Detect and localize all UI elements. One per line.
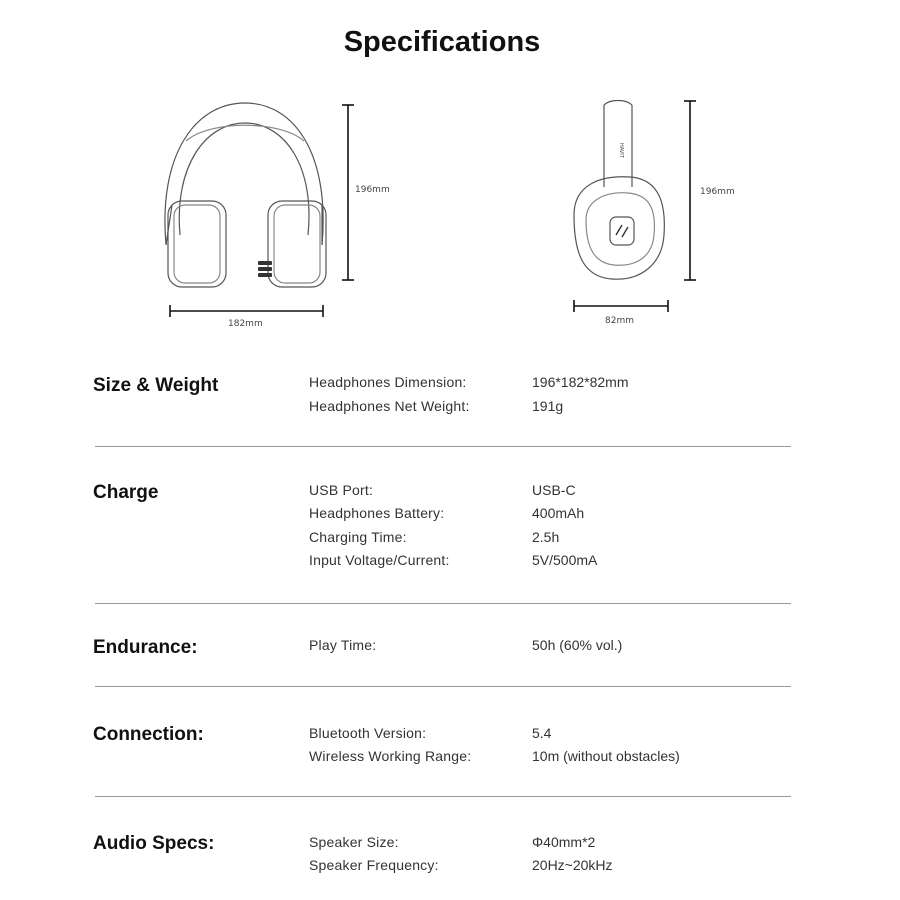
spec-label: Speaker Frequency: [309,857,439,873]
spec-label: Headphones Battery: [309,505,445,521]
section-title: Size & Weight [93,375,219,396]
spec-label: Headphones Net Weight: [309,398,470,414]
section-title: Connection: [93,724,204,745]
brand-mark: HAVIT [618,143,624,158]
spec-row [0,552,900,574]
spec-row [0,529,900,551]
spec-value: USB-C [532,482,576,498]
divider [95,686,791,687]
section-title: Charge [93,482,159,503]
spec-row [0,725,900,747]
spec-value: 5.4 [532,725,552,741]
logo-icon [616,225,628,237]
spec-row [0,834,900,856]
spec-value: 2.5h [532,529,560,545]
page-title: Specifications [343,26,541,58]
spec-value: 400mAh [532,505,585,521]
front-height-label: 196mm [355,185,390,195]
spec-label: Headphones Dimension: [309,374,467,390]
spec-value: 50h (60% vol.) [532,637,623,653]
spec-row [0,637,900,659]
section-title: Endurance: [93,637,198,658]
spec-label: Input Voltage/Current: [309,552,450,568]
spec-row [0,398,900,420]
spec-value: 10m (without obstacles) [532,748,680,764]
divider [95,603,791,604]
spec-row [0,374,900,396]
headphones-front-view [150,95,410,330]
spec-label: USB Port: [309,482,374,498]
spec-value: 191g [532,398,564,414]
side-width-label: 82mm [605,316,634,326]
spec-label: Wireless Working Range: [309,748,472,764]
section-title: Audio Specs: [93,833,215,854]
spec-row [0,505,900,527]
spec-label: Bluetooth Version: [309,725,427,741]
side-height-label: 196mm [700,187,735,197]
spec-row [0,748,900,770]
front-width-label: 182mm [228,319,263,329]
spec-label: Speaker Size: [309,834,399,850]
spec-label: Charging Time: [309,529,407,545]
spec-row [0,482,900,504]
spec-label: Play Time: [309,637,377,653]
spec-value: 20Hz~20kHz [532,857,613,873]
spec-value: 196*182*82mm [532,374,629,390]
spec-value: Φ40mm*2 [532,834,596,850]
spec-value: 5V/500mA [532,552,598,568]
control-buttons [258,261,272,277]
divider [95,796,791,797]
spec-row [0,857,900,879]
divider [95,446,791,447]
headphones-side-view [560,95,760,330]
